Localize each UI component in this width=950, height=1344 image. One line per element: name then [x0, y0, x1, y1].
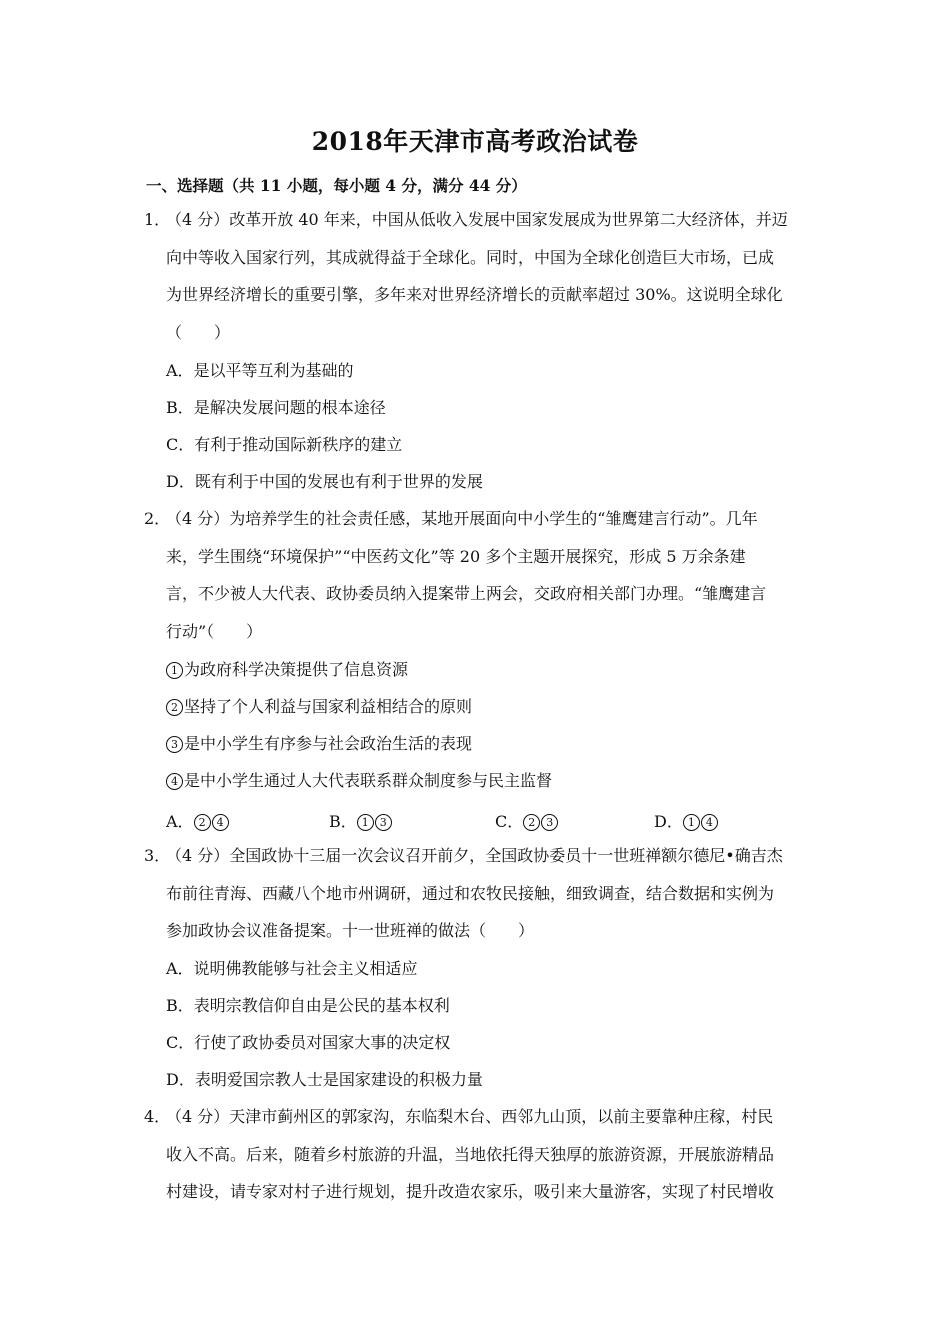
question-text-line: 收入不高。后来，随着乡村旅游的升温，当地依托得天独厚的旅游资源，开展旅游精品 — [166, 1144, 775, 1164]
statement-1: 1 为政府科学决策提供了信息资源 — [166, 659, 408, 681]
question-text-line: 言，不少被人大代表、政协委员纳入提案带上两会，交政府相关部门办理。“雏鹰建言 — [166, 584, 767, 603]
statement-3: 3 是中小学生有序参与社会政治生活的表现 — [166, 733, 472, 755]
question-text-line: 村建设，请专家对村子进行规划，提升改造农家乐，吸引来大量游客，实现了村民增收 — [166, 1182, 775, 1201]
option-a: A．说明佛教能够与社会主义相适应 — [166, 959, 418, 978]
question-text-line: 向中等收入国家行列，其成就得益于全球化。同时，中国为全球化创造巨大市场，已成 — [166, 247, 775, 267]
question-text-line: （ ） — [166, 322, 231, 342]
question-4 — [144, 1098, 814, 1211]
option-a: A．是以平等互利为基础的 — [166, 361, 354, 380]
question-text-line: （4 分）为培养学生的社会责任感，某地开展面向中小学生的“雏鹰建言行动”。几年 — [166, 509, 758, 528]
option-d: D．既有利于中国的发展也有利于世界的发展 — [166, 472, 483, 491]
question-text-line: 参加政协会议准备提案。十一世班禅的做法（ ） — [166, 921, 535, 940]
question-text-line: 布前往青海、西藏八个地市州调研，通过和农牧民接触，细致调查，结合数据和实例为 — [166, 883, 775, 903]
choice-b: B． 1 3 — [329, 809, 393, 832]
circled-number: 3 — [166, 736, 183, 753]
option-b: B．表明宗教信仰自由是公民的基本权利 — [166, 996, 450, 1015]
question-number: 2． — [144, 509, 171, 528]
choice-d: D． 1 4 — [654, 809, 719, 832]
option-d: D．表明爱国宗教人士是国家建设的积极力量 — [166, 1070, 483, 1089]
choice-a: A． 2 4 — [166, 809, 230, 832]
option-c: C．行使了政协委员对国家大事的决定权 — [166, 1033, 451, 1052]
option-c: C．有利于推动国际新秩序的建立 — [166, 435, 403, 454]
question-number: 1． — [144, 210, 171, 229]
section-heading: 一、选择题（共 11 小题，每小题 4 分，满分 44 分） — [146, 176, 527, 195]
circled-number: 1 — [166, 662, 183, 679]
question-3 — [144, 837, 814, 950]
circled-number: 4 — [166, 773, 183, 790]
option-b: B．是解决发展问题的根本途径 — [166, 398, 386, 417]
circled-number: 2 — [166, 699, 183, 716]
question-text-line: 行动”（ ） — [166, 621, 263, 641]
page-title: 2018年天津市高考政治试卷 — [311, 127, 639, 156]
question-number: 4． — [144, 1107, 171, 1126]
question-text-line: 来，学生围绕“环境保护”“中医药文化”等 20 多个主题开展探究，形成 5 万余条建 — [166, 546, 746, 566]
question-number: 3． — [144, 846, 171, 865]
question-text-line: （4 分）全国政协十三届一次会议召开前夕，全国政协委员十一世班禅额尔德尼•确吉杰 — [166, 846, 783, 865]
question-text-line: （4 分）天津市蓟州区的郭家沟，东临梨木台、西邻九山顶，以前主要靠种庄稼，村民 — [166, 1107, 774, 1126]
statement-2: 2 坚持了个人利益与国家利益相结合的原则 — [166, 696, 472, 718]
question-2 — [144, 500, 814, 650]
question-text-line: 为世界经济增长的重要引擎，多年来对世界经济增长的贡献率超过 30%。这说明全球化 — [166, 285, 783, 304]
choice-c: C． 2 3 — [495, 809, 559, 832]
question-text-line: （4 分）改革开放 40 年来，中国从低收入发展中国家发展成为世界第二大经济体，并迈 — [166, 210, 788, 229]
statement-4: 4 是中小学生通过人大代表联系群众制度参与民主监督 — [166, 770, 552, 792]
question-1 — [144, 201, 814, 351]
